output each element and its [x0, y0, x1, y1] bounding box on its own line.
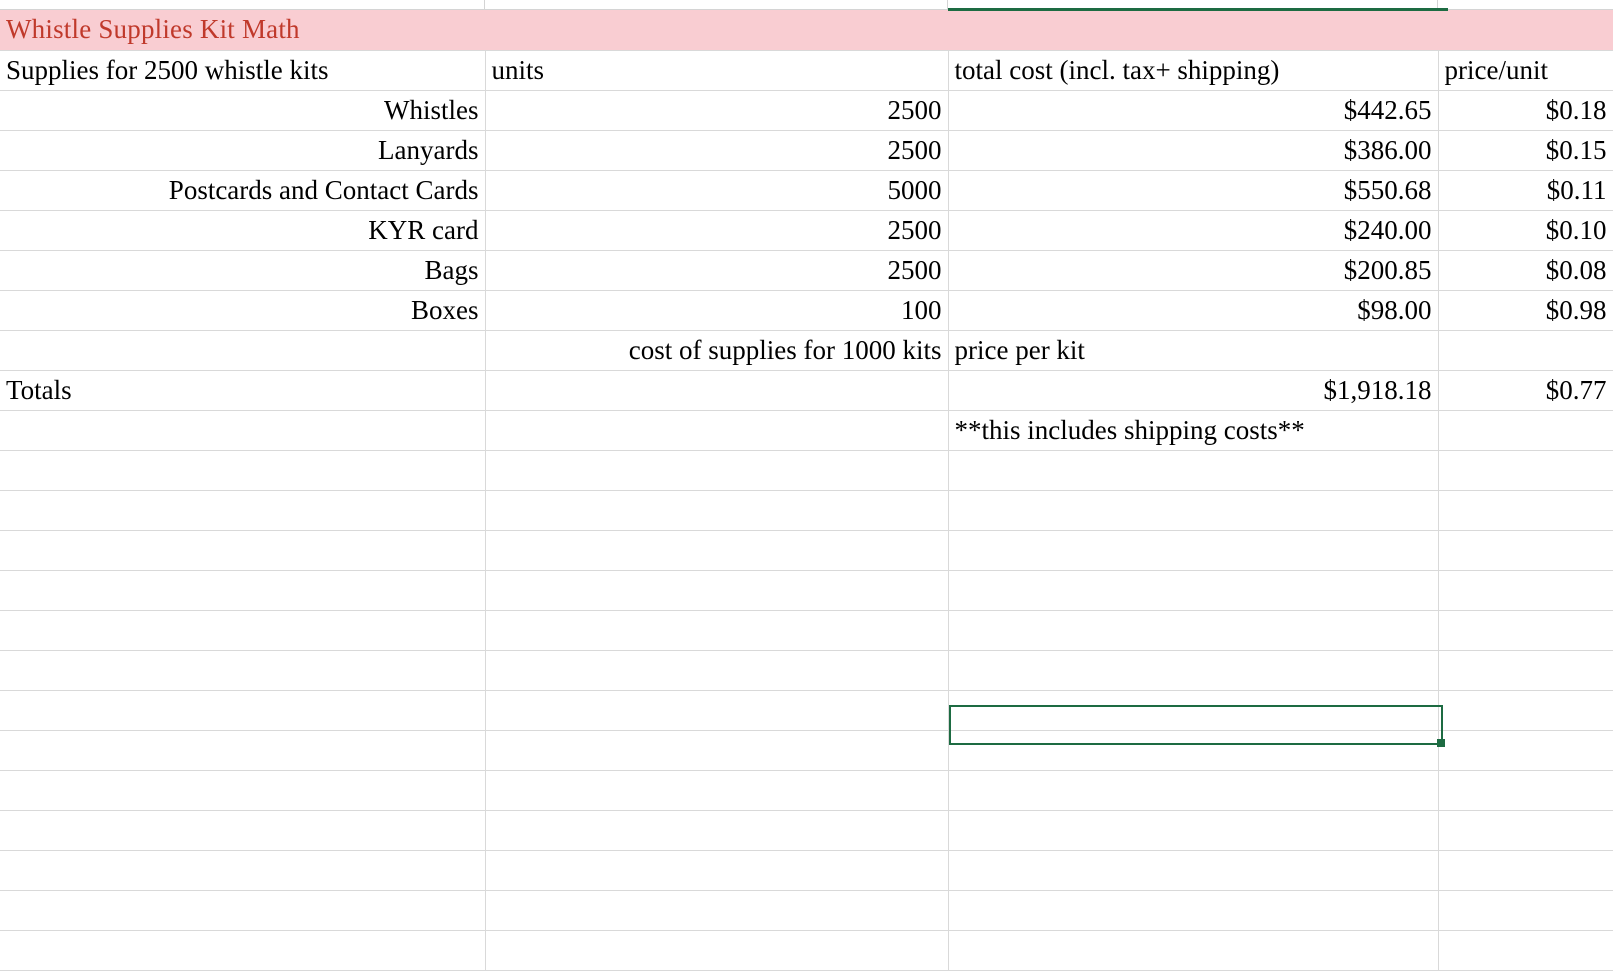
cell-empty-d[interactable] — [1438, 890, 1613, 930]
cell-empty-b[interactable] — [485, 570, 948, 610]
column-header-strip[interactable] — [0, 0, 1613, 10]
cell-empty-c[interactable] — [948, 650, 1438, 690]
cell-empty-b[interactable] — [485, 650, 948, 690]
empty-row[interactable] — [0, 610, 1613, 650]
empty-row[interactable] — [0, 890, 1613, 930]
cell-price-unit[interactable]: $0.10 — [1438, 210, 1613, 250]
title-row[interactable] — [0, 10, 1613, 50]
cell-units[interactable]: 100 — [485, 290, 948, 330]
cell-shipping-note[interactable]: **this includes shipping costs** — [948, 410, 1438, 450]
column-header-supplies[interactable]: Supplies for 2500 whistle kits — [0, 50, 485, 90]
cell-price-unit[interactable]: $0.98 — [1438, 290, 1613, 330]
cell-empty-c[interactable] — [948, 810, 1438, 850]
cell-empty-b[interactable] — [485, 530, 948, 570]
cell-empty-b[interactable] — [485, 610, 948, 650]
cell-item[interactable]: KYR card — [0, 210, 485, 250]
empty-row[interactable] — [0, 850, 1613, 890]
cell-empty-c[interactable] — [948, 770, 1438, 810]
empty-row[interactable] — [0, 810, 1613, 850]
cell-empty-b[interactable] — [485, 770, 948, 810]
page-title: Whistle Supplies Kit Math — [0, 10, 1613, 50]
cell-empty-b[interactable] — [485, 810, 948, 850]
column-header-total-cost[interactable]: total cost (incl. tax+ shipping) — [948, 50, 1438, 90]
cell-empty-a[interactable] — [0, 770, 485, 810]
cell-empty-c[interactable] — [948, 570, 1438, 610]
cell-units[interactable] — [485, 370, 948, 410]
cell-empty-d[interactable] — [1438, 450, 1613, 490]
table-row[interactable] — [0, 210, 1613, 250]
grid-body — [0, 10, 1613, 970]
cell-price-unit[interactable]: $0.15 — [1438, 130, 1613, 170]
cell-empty-c[interactable] — [948, 450, 1438, 490]
cell-empty-d[interactable] — [1438, 690, 1613, 730]
cell-empty-b[interactable] — [485, 890, 948, 930]
cell-empty-d[interactable] — [1438, 490, 1613, 530]
cell-total-cost[interactable]: $240.00 — [948, 210, 1438, 250]
cell-empty-b[interactable] — [485, 690, 948, 730]
cell-empty-a[interactable] — [0, 610, 485, 650]
column-header-price-unit[interactable]: price/unit — [1438, 50, 1613, 90]
cell-empty-c[interactable] — [948, 610, 1438, 650]
cell-item[interactable] — [0, 410, 485, 450]
cell-total-cost[interactable]: $442.65 — [948, 90, 1438, 130]
cell-empty-c[interactable] — [948, 930, 1438, 970]
cell-item[interactable] — [0, 330, 485, 370]
cell-item[interactable]: Postcards and Contact Cards — [0, 170, 485, 210]
cell-units-label[interactable]: cost of supplies for 1000 kits — [485, 330, 948, 370]
cell-empty-b[interactable] — [485, 930, 948, 970]
empty-row[interactable] — [0, 530, 1613, 570]
table-row[interactable] — [0, 170, 1613, 210]
cell-empty-c[interactable] — [948, 690, 1438, 730]
cell-empty-c[interactable] — [948, 490, 1438, 530]
header-row[interactable] — [0, 50, 1613, 90]
cell-units[interactable]: 2500 — [485, 90, 948, 130]
cell-empty-d[interactable] — [1438, 610, 1613, 650]
empty-row-selected[interactable] — [0, 730, 1613, 770]
cell-empty-b[interactable] — [485, 730, 948, 770]
cell-units[interactable]: 2500 — [485, 130, 948, 170]
cell-price-unit[interactable]: $0.11 — [1438, 170, 1613, 210]
note-row[interactable] — [0, 410, 1613, 450]
cell-total-cost[interactable]: $386.00 — [948, 130, 1438, 170]
empty-row[interactable] — [0, 450, 1613, 490]
cell-empty-c[interactable] — [948, 890, 1438, 930]
spreadsheet-grid[interactable] — [0, 10, 1613, 971]
cell-empty-a[interactable] — [0, 850, 485, 890]
empty-row[interactable] — [0, 570, 1613, 610]
empty-row[interactable] — [0, 770, 1613, 810]
empty-row[interactable] — [0, 650, 1613, 690]
cell-empty-d[interactable] — [1438, 530, 1613, 570]
cell-empty-d[interactable] — [1438, 730, 1613, 770]
cell-total-cost[interactable]: $1,918.18 — [948, 370, 1438, 410]
cell-empty-a[interactable] — [0, 650, 485, 690]
cell-units[interactable] — [485, 410, 948, 450]
cell-units[interactable]: 2500 — [485, 250, 948, 290]
cell-totals-label[interactable]: Totals — [0, 370, 485, 410]
cell-empty-d[interactable] — [1438, 810, 1613, 850]
empty-row[interactable] — [0, 930, 1613, 970]
cell-empty-a[interactable] — [0, 530, 485, 570]
cell-price-unit[interactable]: $0.77 — [1438, 370, 1613, 410]
cell-price-unit[interactable]: $0.08 — [1438, 250, 1613, 290]
cell-empty-c[interactable] — [948, 850, 1438, 890]
cell-units[interactable]: 5000 — [485, 170, 948, 210]
empty-row[interactable] — [0, 490, 1613, 530]
cell-units[interactable]: 2500 — [485, 210, 948, 250]
empty-row[interactable] — [0, 690, 1613, 730]
cell-total-cost[interactable]: $200.85 — [948, 250, 1438, 290]
column-header-units[interactable]: units — [485, 50, 948, 90]
cell-empty-a[interactable] — [0, 890, 485, 930]
cell-empty-d[interactable] — [1438, 930, 1613, 970]
cell-price-unit[interactable] — [1438, 330, 1613, 370]
cell-item[interactable]: Whistles — [0, 90, 485, 130]
cell-empty-a[interactable] — [0, 930, 485, 970]
cell-empty-b[interactable] — [485, 450, 948, 490]
cell-empty-c[interactable] — [948, 530, 1438, 570]
cell-empty-a[interactable] — [0, 570, 485, 610]
subheader-row[interactable] — [0, 330, 1613, 370]
table-row[interactable] — [0, 290, 1613, 330]
cell-empty-a[interactable] — [0, 810, 485, 850]
cell-empty-a[interactable] — [0, 730, 485, 770]
cell-empty-d[interactable] — [1438, 570, 1613, 610]
cell-item[interactable]: Bags — [0, 250, 485, 290]
cell-empty-a[interactable] — [0, 490, 485, 530]
table-row[interactable] — [0, 250, 1613, 290]
cell-empty-b[interactable] — [485, 850, 948, 890]
cell-item[interactable]: Lanyards — [0, 130, 485, 170]
cell-total-cost[interactable]: $550.68 — [948, 170, 1438, 210]
cell-empty-a[interactable] — [0, 450, 485, 490]
table-row[interactable] — [0, 130, 1613, 170]
cell-total-cost[interactable]: $98.00 — [948, 290, 1438, 330]
cell-price-per-kit-label[interactable]: price per kit — [948, 330, 1438, 370]
cell-empty-d[interactable] — [1438, 770, 1613, 810]
totals-row[interactable] — [0, 370, 1613, 410]
cell-empty-d[interactable] — [1438, 650, 1613, 690]
cell-empty-a[interactable] — [0, 690, 485, 730]
selected-column-marker — [948, 8, 1448, 11]
cell-empty-d[interactable] — [1438, 850, 1613, 890]
cell-price-unit[interactable]: $0.18 — [1438, 90, 1613, 130]
column-divider-a-b — [484, 0, 485, 10]
cell-empty-b[interactable] — [485, 490, 948, 530]
cell-price-unit[interactable] — [1438, 410, 1613, 450]
table-row[interactable] — [0, 90, 1613, 130]
cell-selected[interactable] — [948, 730, 1438, 770]
cell-item[interactable]: Boxes — [0, 290, 485, 330]
